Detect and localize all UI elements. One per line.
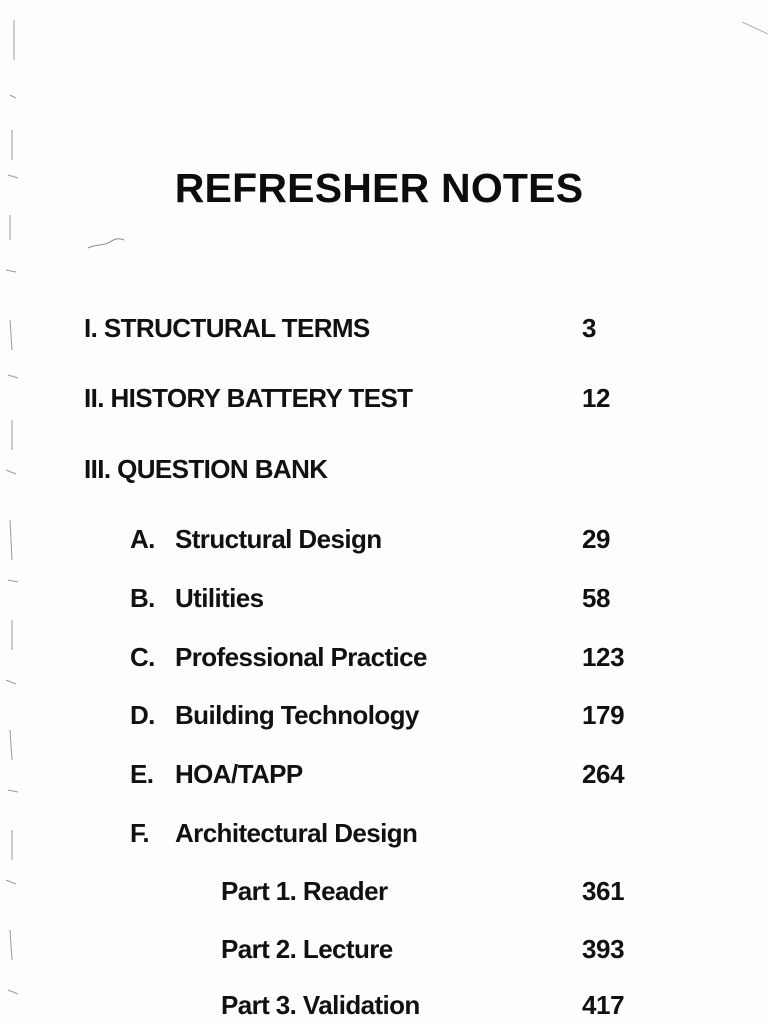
toc-part-page: 393 (582, 934, 625, 964)
toc-subentry-letter: F. (130, 818, 150, 848)
toc-subentry-page: 123 (582, 642, 625, 672)
toc-subentry-label: HOA/TAPP (175, 759, 303, 789)
toc-subentry-building-technology (0, 697, 768, 733)
toc-subentry-label: Building Technology (175, 700, 419, 730)
toc-subentry-page: 58 (582, 583, 611, 613)
toc-subentry-label: Professional Practice (175, 642, 427, 672)
toc-entry-history-battery-test (0, 380, 768, 416)
toc-subentry-page: 29 (582, 524, 611, 554)
page-title: REFRESHER NOTES (174, 165, 584, 211)
toc-part-label: Part 1. Reader (221, 876, 388, 906)
toc-entry-page: 3 (582, 313, 597, 343)
toc-subentry-letter: D. (130, 700, 155, 730)
toc-subentry-label: Utilities (175, 583, 264, 613)
toc-entry-label: III. QUESTION BANK (84, 454, 328, 484)
toc-entry-label: I. STRUCTURAL TERMS (84, 313, 370, 343)
scan-corner-mark (708, 0, 768, 60)
scan-edge-marks (0, 0, 40, 1024)
toc-entry-page: 12 (582, 383, 611, 413)
toc-part-lecture (0, 931, 768, 967)
toc-subentry-letter: C. (130, 642, 155, 672)
toc-subentry-page: 179 (582, 700, 625, 730)
toc-part-reader (0, 873, 768, 909)
toc-subentry-page: 264 (582, 759, 625, 789)
toc-part-validation (0, 987, 768, 1023)
toc-subentry-professional-practice (0, 639, 768, 675)
toc-subentry-letter: E. (130, 759, 154, 789)
toc-subentry-letter: B. (130, 583, 155, 613)
toc-part-label: Part 3. Validation (221, 990, 420, 1020)
pen-mark (86, 232, 126, 252)
toc-part-label: Part 2. Lecture (221, 934, 393, 964)
toc-part-page: 417 (582, 990, 625, 1020)
toc-subentry-hoa-tapp (0, 756, 768, 792)
toc-subentry-label: Architectural Design (175, 818, 418, 848)
toc-subentry-utilities (0, 580, 768, 616)
toc-entry-label: II. HISTORY BATTERY TEST (84, 383, 413, 413)
toc-subentry-label: Structural Design (175, 524, 382, 554)
toc-part-page: 361 (582, 876, 625, 906)
toc-entry-question-bank (0, 451, 768, 487)
toc-subentry-structural-design (0, 521, 768, 557)
toc-entry-structural-terms (0, 310, 768, 346)
toc-subentry-architectural-design (0, 815, 768, 851)
toc-subentry-letter: A. (130, 524, 155, 554)
